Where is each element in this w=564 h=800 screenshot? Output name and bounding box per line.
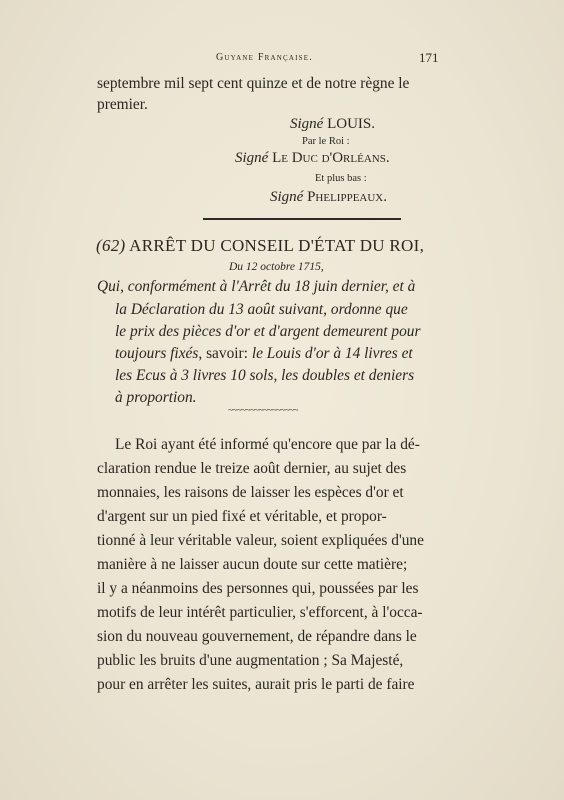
summary-line-4-part-b: , savoir:: [198, 345, 252, 362]
signature-name-phelippeaux: Phelippeaux.: [307, 189, 388, 205]
signature-duc: [235, 150, 390, 167]
opening-line-2: premier.: [97, 96, 148, 113]
body-line: manière à ne laisser aucun doute sur cette matière;: [97, 556, 408, 573]
signature-name-louis: LOUIS.: [327, 116, 375, 132]
body-line: d'argent sur un pied fixé et véritable, et propor-: [97, 508, 387, 525]
body-line: pour en arrêter les suites, aurait pris le parti de faire: [97, 676, 415, 693]
signature-name-duc: Le Duc d'Orléans.: [272, 150, 390, 166]
page-number: 171: [419, 50, 439, 65]
body-line: sion du nouveau gouvernement, de répandre dans le: [97, 628, 417, 645]
body-line: motifs de leur intérêt particulier, s'efforcent, à l'occa-: [97, 604, 423, 621]
signe-word: Signé: [270, 189, 304, 205]
et-plus-bas: Et plus bas :: [315, 173, 367, 184]
signature-louis: [290, 116, 375, 133]
signe-word: Signé: [290, 116, 324, 132]
summary-line-2: la Déclaration du 13 août suivant, ordonne que: [115, 301, 408, 318]
body-line: monnaies, les raisons de laisser les espèces d'or et: [97, 484, 404, 501]
section-divider: [203, 218, 401, 220]
summary-line-1: Qui, conformément à l'Arrêt du 18 juin dernier, et à: [97, 278, 416, 295]
article-title: ARRÊT DU CONSEIL D'ÉTAT DU ROI,: [129, 236, 425, 255]
body-line: il y a néanmoins des personnes qui, poussées par les: [97, 580, 419, 597]
body-line: tionné à leur véritable valeur, soient expliquées d'une: [97, 532, 424, 549]
signature-phelippeaux: [270, 189, 387, 206]
summary-line-5: les Ecus à 3 livres 10 sols, les doubles et deniers: [115, 367, 415, 384]
summary-line-4-part-a: toujours fixés: [115, 345, 199, 362]
summary-line-4: [115, 345, 413, 363]
article-number: (62): [96, 236, 126, 255]
article-heading: [96, 236, 424, 256]
body-line: public les bruits d'une augmentation ; Sa Majesté,: [97, 652, 404, 669]
body-line: claration rendue le treize août dernier, au sujet des: [97, 460, 407, 477]
summary-line-4-part-c: le Louis d'or à 14 livres et: [251, 345, 413, 362]
summary-line-6: à proportion.: [115, 389, 197, 406]
opening-line-1: septembre mil sept cent quinze et de notre règne le: [97, 75, 410, 92]
summary-line-3: le prix des pièces d'or et d'argent demeurent pour: [115, 323, 421, 340]
running-head: Guyane Française.: [216, 52, 313, 63]
body-line: Le Roi ayant été informé qu'encore que par la dé-: [115, 436, 420, 453]
article-date: Du 12 octobre 1715,: [229, 261, 324, 273]
decorative-ornament: ~~~~~~~~~~~~~~~~: [228, 405, 298, 415]
par-le-roi: Par le Roi :: [302, 136, 350, 147]
signe-word: Signé: [235, 150, 269, 166]
